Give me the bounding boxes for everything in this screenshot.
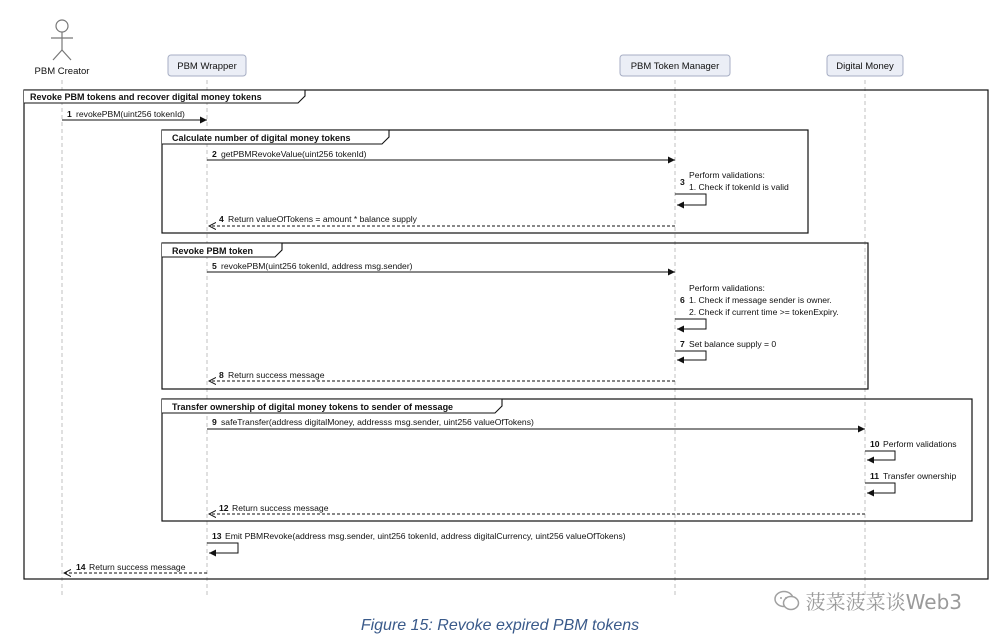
msg-3-line1: Perform validations: [689, 170, 765, 180]
msg-4-number: 4 [219, 214, 224, 224]
msg-11-label: Transfer ownership [883, 471, 957, 481]
frame-outer-title: Revoke PBM tokens and recover digital money tokens [30, 92, 262, 102]
participant-pbm-token-manager [620, 55, 730, 76]
figure-caption: Figure 15: Revoke expired PBM tokens [360, 617, 640, 634]
msg-9-label: safeTransfer(address digitalMoney, addresss msg.sender, uint256 valueOfTokens) [221, 417, 534, 427]
chat-bubble-icon [774, 590, 800, 612]
money-label: Digital Money [836, 61, 894, 72]
msg-12-number: 12 [219, 503, 229, 513]
msg-14-label: Return success message [89, 562, 186, 572]
actor-pbm-creator [51, 20, 73, 60]
wrapper-label: PBM Wrapper [177, 61, 237, 72]
msg-7-number: 7 [680, 339, 685, 349]
msg-14-number: 14 [76, 562, 86, 572]
manager-label: PBM Token Manager [630, 61, 720, 72]
msg-12-label: Return success message [232, 503, 329, 513]
msg-3-line2: 1. Check if tokenId is valid [689, 182, 789, 192]
msg-5-label: revokePBM(uint256 tokenId, address msg.sender) [221, 261, 413, 271]
frame-outer [24, 90, 988, 579]
creator-label: PBM Creator [34, 66, 90, 77]
msg-7-label: Set balance supply = 0 [689, 339, 777, 349]
msg-8-number: 8 [219, 370, 224, 380]
msg-1-label: revokePBM(uint256 tokenId) [76, 109, 185, 119]
msg-10-label: Perform validations [883, 439, 957, 449]
msg-5-number: 5 [212, 261, 217, 271]
msg-11-number: 11 [870, 471, 880, 481]
msg-4-label: Return valueOfTokens = amount * balance supply [228, 214, 417, 224]
watermark [774, 586, 962, 615]
msg-2-number: 2 [212, 149, 217, 159]
frame-revoke-title: Revoke PBM token [172, 246, 254, 256]
msg-1-number: 1 [67, 109, 72, 119]
msg-8-label: Return success message [228, 370, 325, 380]
msg-13-number: 13 [212, 531, 222, 541]
msg-6-line3: 2. Check if current time >= tokenExpiry. [689, 307, 839, 317]
msg-3-number: 3 [680, 177, 685, 187]
frame-calc-title: Calculate number of digital money tokens [172, 133, 351, 143]
participant-digital-money [827, 55, 903, 76]
frame-transfer-title: Transfer ownership of digital money tokens to sender of message [172, 402, 454, 412]
msg-10-number: 10 [870, 439, 880, 449]
msg-13-label: Emit PBMRevoke(address msg.sender, uint256 tokenId, address digitalCurrency, uint256 valueOfTokens) [225, 531, 626, 541]
msg-6-number: 6 [680, 295, 685, 305]
msg-6-line1: Perform validations: [689, 283, 765, 293]
msg-6-line2: 1. Check if message sender is owner. [689, 295, 832, 305]
participant-pbm-wrapper [168, 55, 246, 76]
msg-9-number: 9 [212, 417, 217, 427]
msg-2-label: getPBMRevokeValue(uint256 tokenId) [221, 149, 367, 159]
watermark-text: 菠菜菠菜谈Web3 [805, 590, 962, 614]
